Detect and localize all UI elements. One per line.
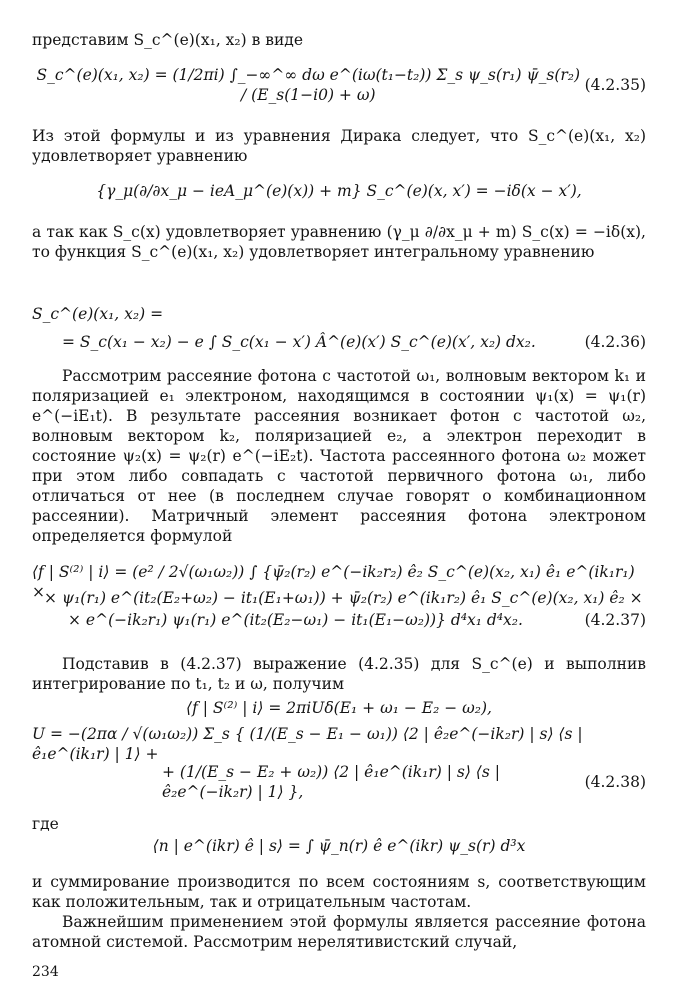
equation-4-2-35 [32,62,646,108]
paragraph-where: где [32,815,59,833]
equation-line: ⟨f | S⁽²⁾ | i⟩ = (e² / 2√(ω₁ω₂)) ∫ {ψ̄₂(r₂) e^(−ik₂r₂) ê₂ S_c^(e)(x₂, x₁) ê₁ e^(ik₁r₁) × [32,563,635,601]
equation-number: (4.2.35) [584,76,646,94]
paragraph-substitution: Подставив в (4.2.37) выражение (4.2.35) для S_c^(e) и выполнив интегрирование по t₁, t₂ и ω, получим [32,655,646,693]
equation-line [32,610,646,630]
equation-body: {γ_μ(∂/∂x_μ − ieA_μ^(e)(x)) + m} S_c^(e)(x, x′) = −iδ(x − x′), [96,182,582,200]
page-number: 234 [32,964,59,980]
equation-body: + (1/(E_s − E₂ + ω₂)) ⟨2 | ê₁e^(ik₁r) | s⟩ ⟨s | ê₂e^(−ik₂r) | 1⟩ }, [162,763,500,801]
equation-number: (4.2.37) [584,611,646,629]
equation-number: (4.2.36) [584,333,646,351]
paragraph-summation: и суммирование производится по всем состояниям s, соответствующим как положительным, так и отрицательным частотам. [32,873,646,911]
equation-line: ⟨f | S⁽²⁾ | i⟩ = 2πiUδ(E₁ + ω₁ − E₂ − ω₂), [186,699,492,717]
equation-line [32,764,646,800]
equation-line [32,332,646,352]
equation-number: (4.2.38) [584,773,646,791]
equation-body: × e^(−ik₂r₁) ψ₁(r₁) e^(it₂(E₂−ω₁) − it₁(E₁−ω₂))} d⁴x₁ d⁴x₂. [68,611,523,629]
equation-line: U = −(2πα / √(ω₁ω₂)) Σ_s { (1/(E_s − E₁ − ω₁)) ⟨2 | ê₂e^(−ik₂r) | s⟩ ⟨s | ê₁e^(ik₁r) | 1⟩ + [32,725,583,763]
paragraph-intro: представим S_c^(e)(x₁, x₂) в виде [32,31,304,49]
paragraph-dirac-intro: Из этой формулы и из уравнения Дирака следует, что S_c^(e)(x₁, x₂) удовлетворяет уравнению [32,127,646,165]
equation-line: S_c^(e)(x₁, x₂) = [32,305,164,323]
equation-4-2-37 [32,562,646,630]
equation-4-2-38 [32,698,646,800]
paragraph-integral-intro: а так как S_c(x) удовлетворяет уравнению (γ_μ ∂/∂x_μ + m) S_c(x) = −iδ(x), то функция S_c^(e)(x₁, x₂) удовлетворяет интегральному уравнению [32,223,646,261]
equation-line: × ψ₁(r₁) e^(it₂(E₂+ω₂) − it₁(E₁+ω₁)) + ψ̄₂(r₂) e^(ik₁r₂) ê₁ S_c^(e)(x₂, x₁) ê₂ × [44,589,643,607]
equation-body: = S_c(x₁ − x₂) − e ∫ S_c(x₁ − x′) Â^(e)(x′) S_c^(e)(x′, x₂) dx₂. [62,333,536,351]
paragraph-application: Важнейшим применением этой формулы является рассеяние фотона атомной системой. Рассмотрим нерелятивистский случай, [32,913,646,951]
equation-dirac [32,176,646,206]
paragraph-scattering: Рассмотрим рассеяние фотона с частотой ω₁, волновым вектором k₁ и поляризацией e₁ электроном, находящимся в состоянии ψ₁(x) = ψ₁(r) e^(−iE₁t). В результате рассеяния возникает фотон с частотой ω₂, волновым вектором k₂, поляризацией e₂, а электрон переходит в состояние ψ₂(x) = ψ₂(r) e^(−iE₂t). Частота рассеянного фотона ω₂ может при этом либо совпадать с частотой первичного фотона ω₁, либо отличаться от нее (в последнем случае говорят о комбинационном рассеянии). Матричный элемент рассеяния фотона электроном определяется формулой [32,367,646,545]
equation-body: S_c^(e)(x₁, x₂) = (1/2πi) ∫_−∞^∞ dω e^(iω(t₁−t₂)) Σ_s ψ_s(r₁) ψ̄_s(r₂) / (E_s(1−i0) + ω) [36,66,581,104]
equation-4-2-36 [32,304,646,352]
equation-matrix-element: ⟨n | e^(ikr) ê | s⟩ = ∫ ψ̄_n(r) ê e^(ikr) ψ_s(r) d³x [152,837,526,855]
